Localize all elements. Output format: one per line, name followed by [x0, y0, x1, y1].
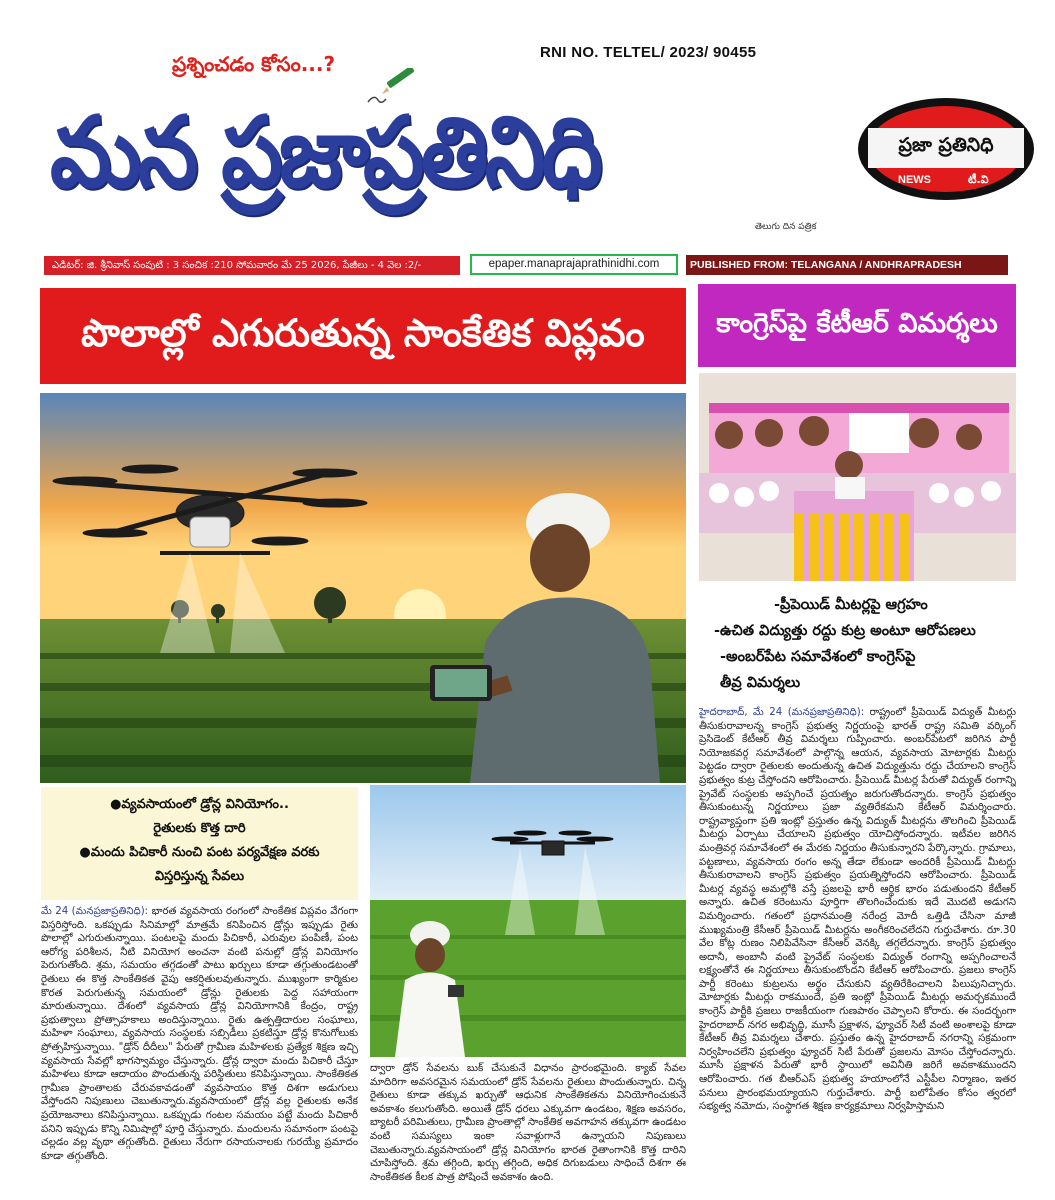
- masthead-tagline: ప్రశ్నించడం కోసం...?: [172, 52, 336, 76]
- side-story-text: రాష్ట్రంలో ప్రీపెయిడ్ విద్యుత్ మీటర్లు తీసుకురావాలన్న కాంగ్రెస్ ప్రభుత్వ నిర్ణయంపై భారత్ రాష్ట్ర సమితి వర్కింగ్ ప్రెసిడెంట్ కేటీఆర్ తీవ్ర విమర్శలు గుప్పించారు. అంబర్‌పేటలో జరిగిన పార్టీ నియోజకవర్గ సమావేశంలో పాల్గొన్న ఆయన, వ్యవసాయ మోటార్లకు మీటర్లు పెట్టడం ద్వారా రైతులకు అందుతున్న ఉచిత విద్యుత్తును రద్దు చేయాలని కాంగ్రెస్ ప్రభుత్వం కుట్ర చేస్తోందని ఆరోపించారు. ప్రీపెయిడ్ మీటర్ల పేరుతో విద్యుత్ రంగాన్ని ప్రైవేట్ సంస్థలకు అప్పగించే ప్రయత్నం జరుగుతోందన్నారు. కాంగ్రెస్ ప్రభుత్వం తీసుకుంటున్న నిర్ణయాలు ప్రజా వ్యతిరేకమని కేటీఆర్ విమర్శించారు. రాష్ట్రవ్యాప్తంగా ప్రతి ఇంట్లో ప్రస్తుతం ఉన్న విద్యుత్ మీటర్లను తొలగించి ప్రీపెయిడ్ మీటర్లు ఏర్పాటు చేయాలని ప్రభుత్వం యోచిస్తోందన్నారు. ఇటీవల జరిగిన మంత్రివర్గ సమావేశంలో ఈ మేరకు నిర్ణయం తీసుకున్నారని పేర్కొన్నారు. గ్రామాలు, పట్టణాలు, వ్యవసాయ రంగం అన్న తేడా లేకుండా అందరికీ ప్రీపెయిడ్ మీటర్లు తీసుకురావాలని కాంగ్రెస్ ప్రభుత్వం ప్రయత్నిస్తోందని ఆరోపించారు. ప్రీపెయిడ్ మీటర్ల వ్యవస్థ అమల్లోకి వస్తే ప్రజలపై భారీ ఆర్థిక భారం పడుతుందని కేటీఆర్ అన్నారు. ఉచిత కరెంటును పూర్తిగా తొలగించేందుకు ఇదే మొదటి అడుగని విమర్శించారు. గతంలో ప్రధానమంత్రి నరేంద్ర మోదీ ఒత్తిడి చేసినా మాజీ ముఖ్యమంత్రి కేసీఆర్ ప్రీపెయిడ్ మీటర్లను అంగీకరించలేదని గుర్తుచేశారు. రూ.30 వేల కోట్ల రుణం నిలిపివేసినా కేసీఆర్ వెనక్కి తగ్గలేదన్నారు. కాంగ్రెస్ ప్రభుత్వం అదానీ, అంబానీ వంటి ప్రైవేట్ సంస్థలకు విద్యుత్ రంగాన్ని అప్పగించాలనే లక్ష్యంతోనే ఈ నిర్ణయాలు తీసుకుంటోందని కేటీఆర్ ఆరోపించారు. ప్రజలు కాంగ్రెస్ పార్టీ కరెంటు కుట్రలను అర్థం చేసుకుని వ్యతిరేకించాలని పిలుపునిచ్చారు. మోటార్లకు మీటర్లు రాకముందే, ప్రతి ఇంట్లో ప్రీపెయిడ్ మీటర్లు అమర్చకముందే కాంగ్రెస్ పార్టీకి ప్రజలు రాజకీయంగా గుణపాఠం చెప్పాలని కోరారు. ఈ సందర్భంగా హైదరాబాద్ నగర అభివృద్ధి, మూసీ ప్రక్షాళన, ఫ్యూచర్ సిటీ వంటి అంశాలపై కూడా కేటీఆర్ తీవ్ర విమర్శలు చేశారు. ప్రస్తుతం ఉన్న హైదరాబాద్ నగరాన్ని సక్రమంగా నిర్వహించలేని ప్రభుత్వం ఫ్యూచర్ సిటీ పేరుతో ప్రజలను మోసం చేస్తోందన్నారు. మూసీ ప్రక్షాళన పేరుతో భారీ స్థాయిలో అవినీతి జరిగే అవకాశముందని ఆరోపించారు. గత బీఆర్ఎస్ ప్రభుత్వ హయాంలోనే ఎస్టీపీల నిర్మాణం, ఇతర పనులు ప్రారంభమయ్యాయని గుర్తుచేశారు. పార్టీ బలోపేతం కోసం త్వరలో సభ్యత్వ నమోదు, సంస్థాగత శిక్షణ కార్యక్రమాలు నిర్వహిస్తామని: [699, 707, 1016, 1113]
- newspaper-title: మన ప్రజాప్రతినిధి: [50, 96, 600, 210]
- side-story-dateline: హైదరాబాద్, మే 24 (మనప్రజాప్రతినిధి):: [699, 707, 865, 718]
- side-bullet: -అంబర్‌పేట సమావేశంలో కాంగ్రెస్‌పై: [720, 649, 916, 665]
- side-headline: కాంగ్రెస్‌పై కేటీఆర్ విమర్శలు: [698, 284, 1016, 367]
- published-from-bar: PUBLISHED FROM: TELANGANA / ANDHRAPRADESH: [686, 255, 1008, 275]
- drone-farmer-photo: [40, 393, 686, 783]
- ktr-meeting-photo: [699, 373, 1016, 581]
- main-bullet: ●మందు పిచికారీ నుంచి పంట పర్యవేక్షణ వరకు: [79, 845, 320, 860]
- newspaper-subtitle: తెలుగు దిన పత్రిక: [755, 222, 817, 232]
- main-headline: పొలాల్లో ఎగురుతున్న సాంకేతిక విప్లవం: [40, 288, 686, 384]
- main-bullet: రైతులకు కొత్త దారి: [153, 821, 246, 836]
- main-story-body-left: [41, 905, 358, 1197]
- praja-prathinidhi-news-logo: [858, 98, 1034, 200]
- logo-tv-label: టీ.వి: [968, 173, 989, 186]
- main-bullet: విస్తరిస్తున్న సేవలు: [154, 869, 245, 884]
- side-bullet: తీవ్ర విమర్శలు: [720, 675, 801, 691]
- main-story-body-right: [370, 1062, 686, 1197]
- main-story-text-right: ద్వారా డ్రోన్ సేవలను బుక్ చేసుకునే విధానం ప్రారంభమైంది. క్యాబ్ సేవల మాదిరిగా అవసరమైన సమయంలో డ్రోన్ సేవలను రైతులు పొందుతున్నారు. చిన్న రైతులు కూడా తక్కువ ఖర్చుతో ఆధునిక సాంకేతికతను వినియోగించుకునే అవకాశం కలుగుతోంది. అయితే డ్రోన్ ధరలు ఎక్కువగా ఉండటం, శిక్షణ అవసరం, బ్యాటరీ పరిమితులు, గ్రామీణ ప్రాంతాల్లో సాంకేతిక అవగాహన తక్కువగా ఉండటం వంటి సమస్యలు ఇంకా సవాళ్లుగానే ఉన్నాయని నిపుణులు చెబుతున్నారు.వ్యవసాయంలో డ్రోన్ల వినియోగం భారత రైతాంగానికి కొత్త దారిని చూపిస్తోంది. శ్రమ తగ్గింది, ఖర్చు తగ్గింది, అధిక దిగుబడులు సాధించే దిశగా ఈ సాంకేతికత కీలక పాత్ర పోషించే అవకాశం ఉంది.: [370, 1063, 686, 1183]
- main-story-bullets: [41, 787, 358, 900]
- rni-number: RNI NO. TELTEL/ 2023/ 90455: [540, 44, 757, 61]
- main-story-text-left: భారత వ్యవసాయ రంగంలో సాంకేతిక విప్లవం వేగంగా విస్తరిస్తోంది. ఒకప్పుడు సినిమాల్లో మాత్రమే కనిపించిన డ్రోన్లు ఇప్పుడు రైతు పొలాల్లో ఎగురుతున్నాయి. పంటలపై మందు పిచికారీ, ఎరువుల పంపిణీ, పంట ఆరోగ్య పరిశీలన, నీటి వినియోగ అంచనా వంటి పనుల్లో డ్రోన్ల వినియోగం పెరుగుతోంది. శ్రమ, సమయం తగ్గడంతో పాటు ఖర్చులు కూడా తగ్గుతుండటంతో రైతులు ఈ కొత్త సాంకేతికత వైపు ఆకర్షితులవుతున్నారు. ముఖ్యంగా కార్మికుల కొరత పెరుగుతున్న సమయంలో డ్రోన్లు రైతులకు పెద్ద సహాయంగా మారుతున్నాయి. దేశంలో వ్యవసాయ డ్రోన్ల వినియోగానికి కేంద్రం, రాష్ట్ర ప్రభుత్వాలు ప్రోత్సాహకాలు అందిస్తున్నాయి. రైతు ఉత్పత్తిదారుల సంఘాలు, మహిళా సంఘాలు, వ్యవసాయ సంస్థలకు సబ్సిడీలు ప్రకటిస్తూ డ్రోన్ల కొనుగోలుకు ప్రోత్సహిస్తున్నాయి. "డ్రోన్ దీదీలు" పేరుతో గ్రామీణ మహిళలకు ప్రత్యేక శిక్షణ ఇచ్చి వ్యవసాయ సేవల్లో భాగస్వామ్యం చేస్తున్నారు. డ్రోన్ల ద్వారా మందు పిచికారీ చేస్తూ మహిళలు కూడా ఆదాయం పొందుతున్న పరిస్థితులు కనిపిస్తున్నాయి. సాంకేతికత గ్రామీణ ప్రాంతాలకు చేరువకావడంతో వ్యవసాయం కొత్త దిశగా అడుగులు వేస్తోందని నిపుణులు చెబుతున్నారు.వ్యవసాయంలో డ్రోన్ల వల్ల రైతులకు అనేక ప్రయోజనాలు కనిపిస్తున్నాయి. ఒకప్పుడు గంటల సమయం పట్టే మందు పిచికారీ పనిని ఇప్పుడు కొన్ని నిమిషాల్లో పూర్తి చేస్తున్నారు. మందులను సమానంగా పంటపై చల్లడం వల్ల వృథా తగ్గుతోంది. రైతులు నేరుగా రసాయనాలకు గురయ్యే ప్రమాదం కూడా తగ్గుతోంది.: [41, 906, 358, 1162]
- edition-info-bar: ఎడిటర్: జి. శ్రీనివాస్ సంపుటి : 3 సంచిక :210 సోమవారం మే 25 2026, పేజీలు - 4 వెల :2/-: [44, 256, 460, 275]
- side-bullet: -ప్రీపెయిడ్ మీటర్లపై ఆగ్రహం: [774, 597, 928, 613]
- epaper-link[interactable]: epaper.manaprajaprathinidhi.com: [470, 254, 678, 275]
- logo-title: ప్రజా ప్రతినిధి: [898, 134, 994, 156]
- side-bullet: -ఉచిత విద్యుత్తు రద్దు కుట్ర అంటూ ఆరోపణలు: [714, 623, 976, 639]
- main-bullet: ●వ్యవసాయంలో డ్రోన్ల వినియోగం..: [110, 797, 289, 812]
- side-story-bullets: [700, 592, 1018, 696]
- paddy-drone-photo: [370, 785, 686, 1057]
- main-story-dateline: మే 24 (మనప్రజాప్రతినిధి):: [41, 906, 149, 917]
- side-story-body: [699, 706, 1016, 1197]
- logo-news-label: NEWS: [898, 174, 931, 186]
